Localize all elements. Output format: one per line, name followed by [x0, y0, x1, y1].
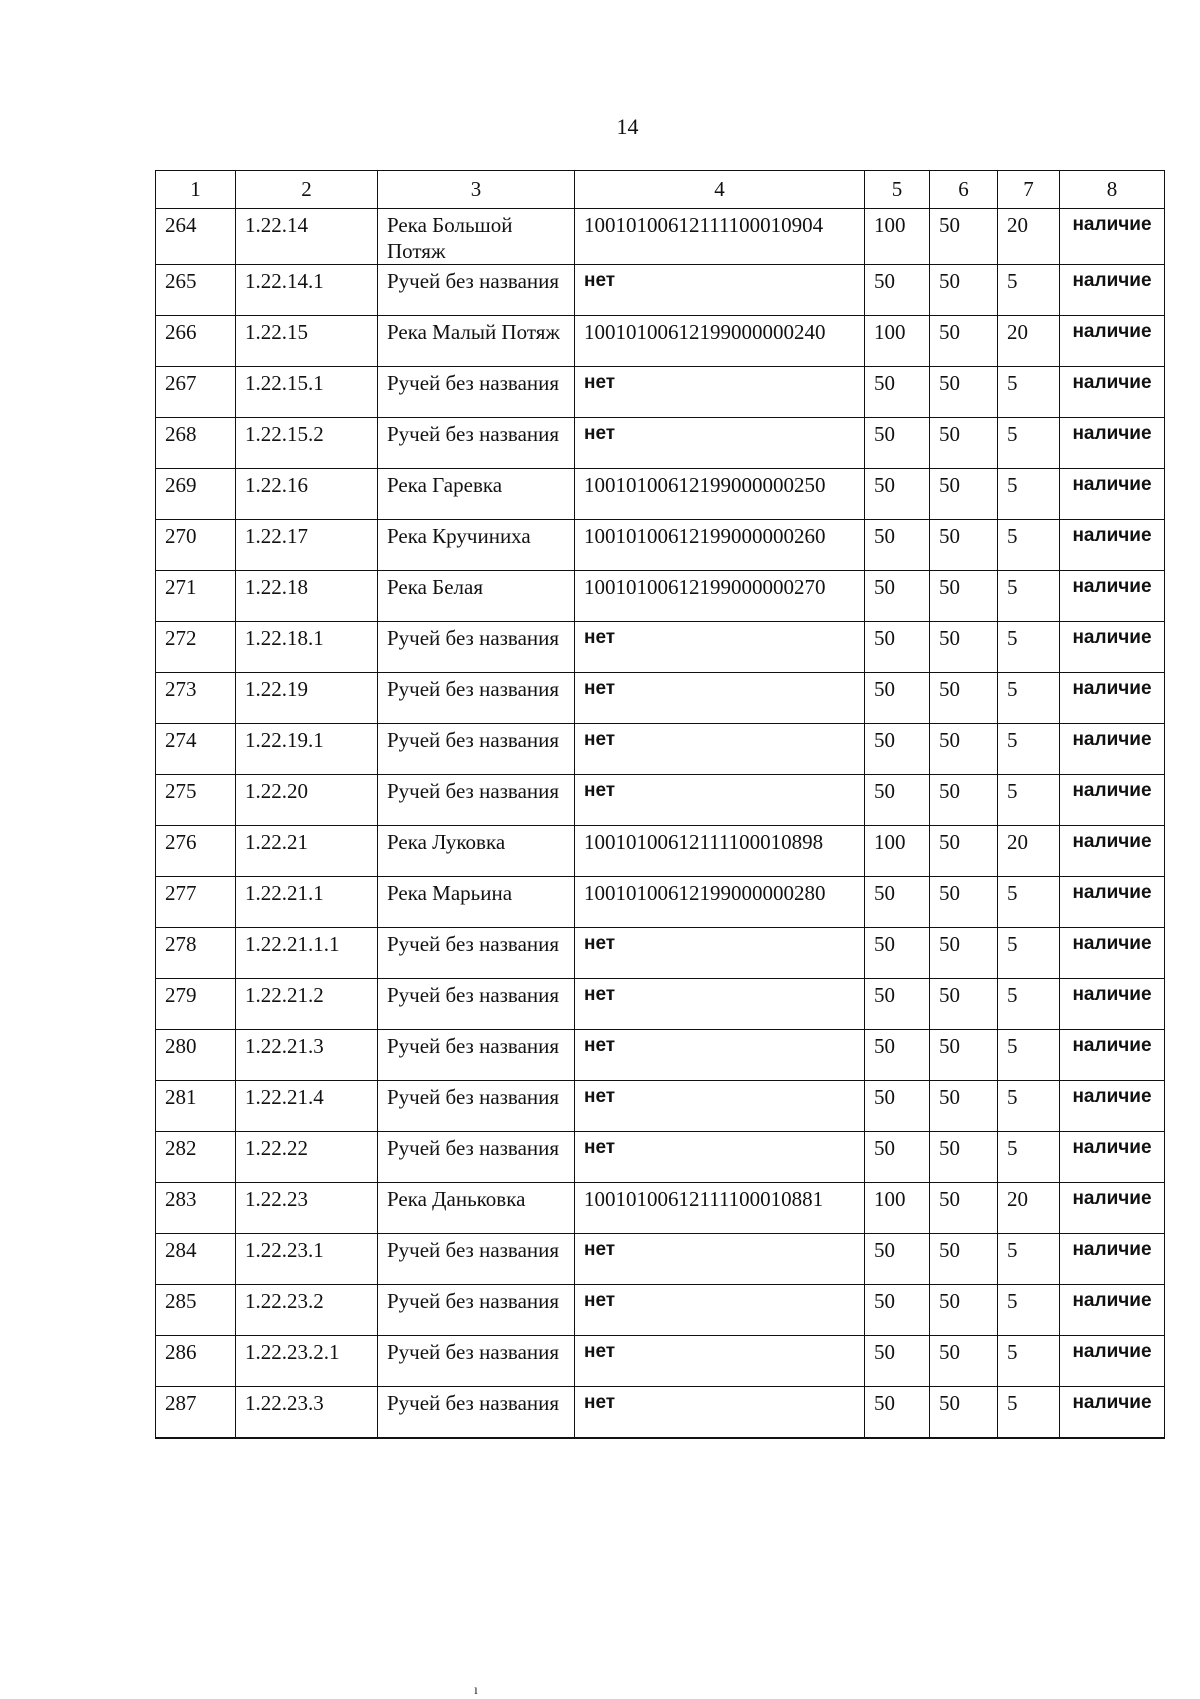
column-header: 3: [378, 171, 575, 209]
cell-row-number: 274: [156, 724, 236, 775]
cell-registry-code: 10010100612199000000260: [575, 520, 865, 571]
cell-index-code: 1.22.18.1: [236, 622, 378, 673]
column-header: 6: [930, 171, 998, 209]
cell-registry-code: нет: [575, 622, 865, 673]
cell-col7-value: 5: [998, 928, 1060, 979]
cell-row-number: 266: [156, 316, 236, 367]
cell-index-code: 1.22.23.2: [236, 1285, 378, 1336]
column-header: 8: [1060, 171, 1165, 209]
cell-object-name: Ручей без названия: [378, 1234, 575, 1285]
cell-index-code: 1.22.21.1.1: [236, 928, 378, 979]
table-row: [156, 520, 1165, 571]
cell-col7-value: 5: [998, 775, 1060, 826]
cell-object-name: Река Луковка: [378, 826, 575, 877]
table-row: [156, 1030, 1165, 1081]
cell-row-number: 269: [156, 469, 236, 520]
cell-col6-value: 50: [930, 469, 998, 520]
cell-row-number: 270: [156, 520, 236, 571]
cell-status: наличие: [1060, 622, 1165, 673]
cell-registry-code: нет: [575, 775, 865, 826]
cell-col5-value: 50: [865, 877, 930, 928]
cell-col7-value: 5: [998, 1132, 1060, 1183]
cell-object-name: Ручей без названия: [378, 1336, 575, 1387]
cell-registry-code: нет: [575, 979, 865, 1030]
cell-row-number: 273: [156, 673, 236, 724]
table-header-row: [156, 171, 1165, 209]
cell-object-name: Ручей без названия: [378, 265, 575, 316]
cell-registry-code: нет: [575, 928, 865, 979]
table-row: [156, 316, 1165, 367]
cell-registry-code: 10010100612199000000250: [575, 469, 865, 520]
cell-col6-value: 50: [930, 520, 998, 571]
table-row: [156, 1387, 1165, 1438]
cell-col7-value: 5: [998, 724, 1060, 775]
cell-index-code: 1.22.23.2.1: [236, 1336, 378, 1387]
cell-index-code: 1.22.17: [236, 520, 378, 571]
cell-object-name: Ручей без названия: [378, 928, 575, 979]
cell-index-code: 1.22.20: [236, 775, 378, 826]
cell-row-number: 282: [156, 1132, 236, 1183]
cell-object-name: Ручей без названия: [378, 673, 575, 724]
table-row: [156, 622, 1165, 673]
cell-col7-value: 5: [998, 418, 1060, 469]
cell-registry-code: нет: [575, 1285, 865, 1336]
cell-col5-value: 50: [865, 1336, 930, 1387]
cell-col5-value: 50: [865, 418, 930, 469]
cell-row-number: 285: [156, 1285, 236, 1336]
cell-col7-value: 5: [998, 622, 1060, 673]
cell-object-name: Ручей без названия: [378, 1030, 575, 1081]
cell-row-number: 265: [156, 265, 236, 316]
table-row: [156, 209, 1165, 265]
cell-col6-value: 50: [930, 622, 998, 673]
table-row: [156, 826, 1165, 877]
table-row: [156, 673, 1165, 724]
table-row: [156, 265, 1165, 316]
cell-index-code: 1.22.21: [236, 826, 378, 877]
cell-object-name: Ручей без названия: [378, 1081, 575, 1132]
cell-col5-value: 50: [865, 622, 930, 673]
cell-col6-value: 50: [930, 1132, 998, 1183]
table-row: [156, 1132, 1165, 1183]
cell-status: наличие: [1060, 1030, 1165, 1081]
table-row: [156, 1183, 1165, 1234]
cell-col7-value: 20: [998, 826, 1060, 877]
cell-col7-value: 5: [998, 877, 1060, 928]
cell-status: наличие: [1060, 724, 1165, 775]
cell-col5-value: 50: [865, 1387, 930, 1438]
cell-row-number: 287: [156, 1387, 236, 1438]
cell-registry-code: 10010100612199000000280: [575, 877, 865, 928]
cell-row-number: 275: [156, 775, 236, 826]
cell-index-code: 1.22.19: [236, 673, 378, 724]
cell-registry-code: нет: [575, 1081, 865, 1132]
cell-index-code: 1.22.21.3: [236, 1030, 378, 1081]
cell-object-name: Река Гаревка: [378, 469, 575, 520]
cell-row-number: 276: [156, 826, 236, 877]
cell-col7-value: 5: [998, 1387, 1060, 1438]
cell-col5-value: 100: [865, 826, 930, 877]
cell-index-code: 1.22.21.4: [236, 1081, 378, 1132]
table-row: [156, 979, 1165, 1030]
column-header: 2: [236, 171, 378, 209]
cell-row-number: 264: [156, 209, 236, 265]
cell-object-name: Ручей без названия: [378, 1285, 575, 1336]
cell-status: наличие: [1060, 1234, 1165, 1285]
column-header: 4: [575, 171, 865, 209]
cell-status: наличие: [1060, 928, 1165, 979]
table-row: [156, 775, 1165, 826]
document-table-container: [155, 170, 1164, 1439]
cell-object-name: Река Большой Потяж: [378, 209, 575, 265]
cell-status: наличие: [1060, 571, 1165, 622]
table-row: [156, 877, 1165, 928]
cell-status: наличие: [1060, 265, 1165, 316]
cell-row-number: 284: [156, 1234, 236, 1285]
cell-col6-value: 50: [930, 826, 998, 877]
cell-registry-code: нет: [575, 265, 865, 316]
cell-object-name: Ручей без названия: [378, 622, 575, 673]
cell-object-name: Ручей без названия: [378, 979, 575, 1030]
cell-row-number: 271: [156, 571, 236, 622]
cell-status: наличие: [1060, 520, 1165, 571]
cell-col5-value: 50: [865, 928, 930, 979]
cell-status: наличие: [1060, 1387, 1165, 1438]
cell-object-name: Ручей без названия: [378, 775, 575, 826]
cell-col7-value: 5: [998, 1234, 1060, 1285]
table-row: [156, 1336, 1165, 1387]
cell-status: наличие: [1060, 979, 1165, 1030]
cell-object-name: Река Даньковка: [378, 1183, 575, 1234]
table-row: [156, 928, 1165, 979]
cell-index-code: 1.22.14: [236, 209, 378, 265]
cell-index-code: 1.22.21.1: [236, 877, 378, 928]
cell-registry-code: нет: [575, 673, 865, 724]
cell-row-number: 277: [156, 877, 236, 928]
cell-col5-value: 50: [865, 673, 930, 724]
cell-index-code: 1.22.15.2: [236, 418, 378, 469]
table-row: [156, 1234, 1165, 1285]
cell-object-name: Ручей без названия: [378, 724, 575, 775]
cell-col5-value: 50: [865, 724, 930, 775]
cell-col5-value: 50: [865, 520, 930, 571]
cell-col6-value: 50: [930, 1183, 998, 1234]
cell-status: наличие: [1060, 418, 1165, 469]
cell-col7-value: 5: [998, 469, 1060, 520]
cell-col5-value: 50: [865, 775, 930, 826]
cell-row-number: 281: [156, 1081, 236, 1132]
cell-registry-code: 10010100612111100010904: [575, 209, 865, 265]
cell-object-name: Река Белая: [378, 571, 575, 622]
cell-col5-value: 50: [865, 1234, 930, 1285]
cell-status: наличие: [1060, 1081, 1165, 1132]
cell-status: наличие: [1060, 826, 1165, 877]
cell-col6-value: 50: [930, 316, 998, 367]
cell-row-number: 267: [156, 367, 236, 418]
cell-col7-value: 5: [998, 520, 1060, 571]
cell-col6-value: 50: [930, 418, 998, 469]
cell-status: наличие: [1060, 469, 1165, 520]
cell-col6-value: 50: [930, 979, 998, 1030]
cell-col7-value: 5: [998, 367, 1060, 418]
cell-status: наличие: [1060, 1132, 1165, 1183]
cell-col6-value: 50: [930, 367, 998, 418]
cell-index-code: 1.22.18: [236, 571, 378, 622]
cell-registry-code: нет: [575, 1336, 865, 1387]
cell-row-number: 280: [156, 1030, 236, 1081]
cell-status: наличие: [1060, 1336, 1165, 1387]
cell-col7-value: 20: [998, 209, 1060, 265]
column-header: 1: [156, 171, 236, 209]
cell-index-code: 1.22.23: [236, 1183, 378, 1234]
cell-registry-code: нет: [575, 1132, 865, 1183]
cell-col5-value: 50: [865, 265, 930, 316]
table-row: [156, 1285, 1165, 1336]
cell-col7-value: 20: [998, 1183, 1060, 1234]
table-row: [156, 724, 1165, 775]
cell-col6-value: 50: [930, 775, 998, 826]
cell-col6-value: 50: [930, 1387, 998, 1438]
page-number: 14: [616, 114, 639, 139]
cell-object-name: Река Малый Потяж: [378, 316, 575, 367]
cell-index-code: 1.22.22: [236, 1132, 378, 1183]
column-header: 7: [998, 171, 1060, 209]
cell-index-code: 1.22.14.1: [236, 265, 378, 316]
cell-col5-value: 50: [865, 469, 930, 520]
cell-registry-code: 10010100612199000000270: [575, 571, 865, 622]
cell-object-name: Ручей без названия: [378, 1132, 575, 1183]
cell-row-number: 283: [156, 1183, 236, 1234]
cell-index-code: 1.22.15.1: [236, 367, 378, 418]
cell-col7-value: 5: [998, 265, 1060, 316]
cell-col6-value: 50: [930, 928, 998, 979]
cell-status: наличие: [1060, 1183, 1165, 1234]
cell-col5-value: 100: [865, 1183, 930, 1234]
cell-status: наличие: [1060, 877, 1165, 928]
cell-col6-value: 50: [930, 209, 998, 265]
cell-col7-value: 5: [998, 1030, 1060, 1081]
table-row: [156, 367, 1165, 418]
cell-registry-code: 10010100612111100010881: [575, 1183, 865, 1234]
cell-col6-value: 50: [930, 571, 998, 622]
table-row: [156, 469, 1165, 520]
cell-col5-value: 50: [865, 979, 930, 1030]
cell-registry-code: нет: [575, 724, 865, 775]
column-header: 5: [865, 171, 930, 209]
cell-col6-value: 50: [930, 265, 998, 316]
cell-index-code: 1.22.23.3: [236, 1387, 378, 1438]
cell-col5-value: 50: [865, 1132, 930, 1183]
cell-object-name: Река Марьина: [378, 877, 575, 928]
cell-col6-value: 50: [930, 1336, 998, 1387]
cell-col6-value: 50: [930, 673, 998, 724]
table-row: [156, 1081, 1165, 1132]
cell-registry-code: 10010100612199000000240: [575, 316, 865, 367]
cell-col6-value: 50: [930, 1234, 998, 1285]
cell-col7-value: 5: [998, 1285, 1060, 1336]
cell-col7-value: 5: [998, 979, 1060, 1030]
water-bodies-table: [155, 170, 1165, 1439]
cell-col5-value: 50: [865, 1285, 930, 1336]
cell-registry-code: нет: [575, 418, 865, 469]
cell-col6-value: 50: [930, 1081, 998, 1132]
table-row: [156, 571, 1165, 622]
cell-col5-value: 50: [865, 1030, 930, 1081]
cell-registry-code: нет: [575, 367, 865, 418]
cell-status: наличие: [1060, 673, 1165, 724]
cell-object-name: Ручей без названия: [378, 1387, 575, 1438]
cell-status: наличие: [1060, 209, 1165, 265]
footer-mark: ı: [474, 1683, 478, 1698]
table-row: [156, 418, 1165, 469]
cell-row-number: 286: [156, 1336, 236, 1387]
cell-col6-value: 50: [930, 877, 998, 928]
cell-index-code: 1.22.21.2: [236, 979, 378, 1030]
cell-col6-value: 50: [930, 1030, 998, 1081]
cell-col5-value: 100: [865, 316, 930, 367]
cell-col7-value: 5: [998, 571, 1060, 622]
cell-index-code: 1.22.15: [236, 316, 378, 367]
cell-status: наличие: [1060, 775, 1165, 826]
cell-registry-code: нет: [575, 1030, 865, 1081]
cell-index-code: 1.22.16: [236, 469, 378, 520]
cell-object-name: Ручей без названия: [378, 418, 575, 469]
cell-col5-value: 50: [865, 1081, 930, 1132]
cell-col5-value: 100: [865, 209, 930, 265]
cell-status: наличие: [1060, 1285, 1165, 1336]
cell-registry-code: нет: [575, 1387, 865, 1438]
cell-index-code: 1.22.19.1: [236, 724, 378, 775]
cell-col7-value: 20: [998, 316, 1060, 367]
cell-index-code: 1.22.23.1: [236, 1234, 378, 1285]
cell-status: наличие: [1060, 316, 1165, 367]
cell-row-number: 279: [156, 979, 236, 1030]
cell-col7-value: 5: [998, 673, 1060, 724]
cell-object-name: Ручей без названия: [378, 367, 575, 418]
table-body: [156, 171, 1165, 1438]
cell-col5-value: 50: [865, 367, 930, 418]
cell-status: наличие: [1060, 367, 1165, 418]
cell-registry-code: 10010100612111100010898: [575, 826, 865, 877]
cell-col7-value: 5: [998, 1336, 1060, 1387]
cell-col7-value: 5: [998, 1081, 1060, 1132]
cell-registry-code: нет: [575, 1234, 865, 1285]
cell-col6-value: 50: [930, 724, 998, 775]
cell-row-number: 278: [156, 928, 236, 979]
cell-col5-value: 50: [865, 571, 930, 622]
cell-object-name: Река Кручиниха: [378, 520, 575, 571]
cell-row-number: 268: [156, 418, 236, 469]
cell-row-number: 272: [156, 622, 236, 673]
cell-col6-value: 50: [930, 1285, 998, 1336]
